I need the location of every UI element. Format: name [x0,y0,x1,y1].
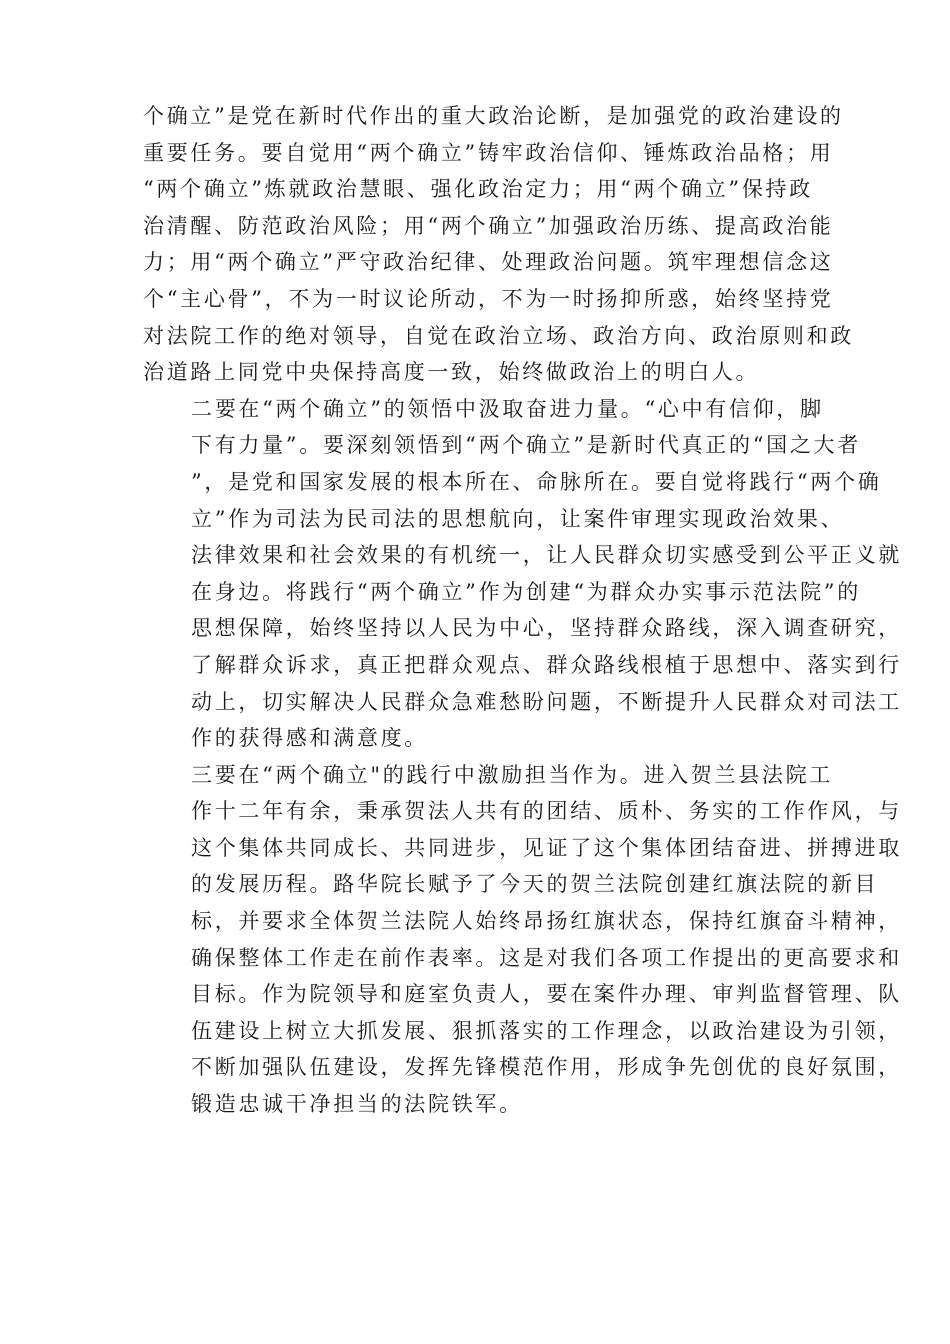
text-line: 治道路上同党中央保持高度一致，始终做政治上的明白人。 [143,360,760,385]
text-line: 不断加强队伍建设，发挥先锋模范作用，形成争先创优的良好氛围， [191,1055,902,1080]
text-line: 在身边。将践行“两个确立”作为创建“为群众办实事示范法院”的 [191,579,861,604]
text-line: 动上，切实解决人民群众急难愁盼问题，不断提升人民群众对司法工 [191,689,902,714]
paragraph-2 [143,391,902,757]
text-line: 三要在“两个确立"的践行中激励担当作为。进入贺兰县法院工 [191,762,833,787]
text-line: 对法院工作的绝对领导，自觉在政治立场、政治方向、政治原则和政 [143,323,854,348]
paragraph-3 [143,757,902,1123]
text-line: 个确立”是党在新时代作出的重大政治论断，是加强党的政治建设的 [143,104,844,128]
text-line: 个“主心骨”，不为一时议论所动，不为一时扬抑所惑，始终坚持党 [143,286,834,311]
text-line: 的发展历程。路华院长赋予了今天的贺兰法院创建红旗法院的新目 [191,872,879,897]
text-line: 立”作为司法为民司法的思想航向，让案件审理实现政治效果、 [191,506,845,531]
text-line: 思想保障，始终坚持以人民为中心，坚持群众路线，深入调查研究， [191,616,902,641]
text-line: 作的获得感和满意度。 [191,726,428,751]
text-line: 目标。作为院领导和庭室负责人，要在案件办理、审判监督管理、队 [191,982,902,1007]
text-line: 重要任务。要自觉用“两个确立”铸牢政治信仰、锤炼政治品格；用 [143,140,834,165]
text-line: 作十二年有余，秉承贺法人共有的团结、质朴、务实的工作作风，与 [191,799,902,824]
text-line: 这个集体共同成长、共同进步，见证了这个集体团结奋进、拼搏进取 [191,835,902,860]
text-line: 伍建设上树立大抓发展、狠抓落实的工作理念，以政治建设为引领， [191,1018,902,1043]
document-body [143,98,902,1123]
text-line: 下有力量”。要深刻领悟到“两个确立”是新时代真正的“国之大者 [191,433,861,458]
text-line: 法律效果和社会效果的有机统一，让人民群众切实感受到公平正义就 [191,543,902,568]
text-line: 了解群众诉求，真正把群众观点、群众路线根植于思想中、落实到行 [191,652,902,677]
text-line: 锻造忠诚干净担当的法院铁军。 [191,1092,523,1117]
text-line: 确保整体工作走在前作表率。这是对我们各项工作提出的更高要求和 [191,945,902,970]
text-line: 二要在“两个确立”的领悟中汲取奋进力量。“心中有信仰，脚 [191,396,824,421]
text-line: 标，并要求全体贺兰法院人始终昂扬红旗状态，保持红旗奋斗精神， [191,909,902,934]
text-line: 治清醒、防范政治风险；用“两个确立”加强政治历练、提高政治能 [143,213,834,238]
text-line: 力；用“两个确立”严守政治纪律、处理政治问题。筑牢理想信念这 [143,250,834,275]
text-line: “两个确立”炼就政治慧眼、强化政治定力；用“两个确立”保持政 [143,177,813,202]
paragraph-1 [143,98,854,391]
text-line: ”，是党和国家发展的根本所在、命脉所在。要自觉将践行“两个确 [191,469,882,494]
